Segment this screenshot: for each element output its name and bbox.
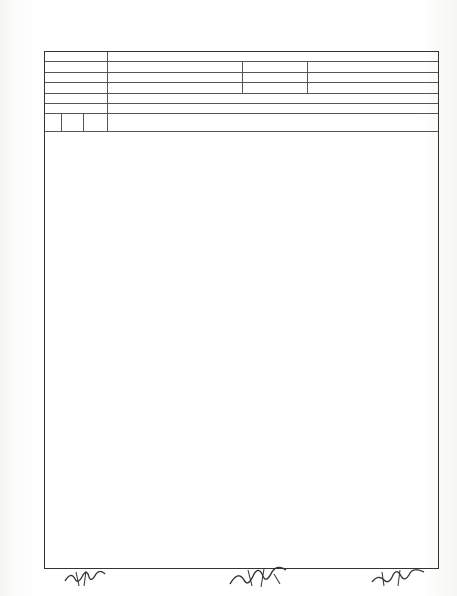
req-header	[83, 114, 107, 132]
sample-no-value	[308, 62, 439, 72]
voltage-value	[308, 72, 439, 82]
client-label	[45, 52, 108, 62]
date-value	[107, 83, 243, 93]
reviewer-signature	[228, 566, 288, 590]
date-label	[45, 83, 108, 93]
model-label	[45, 72, 108, 82]
product-value	[107, 62, 243, 72]
seq-header	[45, 114, 62, 132]
env-value	[107, 93, 438, 103]
approver-signature	[370, 566, 426, 590]
sample-no-label	[243, 62, 308, 72]
client-value	[107, 52, 438, 62]
basis-label	[45, 103, 108, 113]
inspector-signature	[62, 566, 108, 590]
item-header	[62, 114, 84, 132]
product-label	[45, 62, 108, 72]
env-label	[45, 93, 108, 103]
model-value	[107, 72, 243, 82]
result-header	[107, 114, 438, 132]
voltage-label	[243, 72, 308, 82]
place-label	[243, 83, 308, 93]
report-table	[44, 51, 439, 132]
place-value	[308, 83, 439, 93]
basis-value	[107, 103, 438, 113]
